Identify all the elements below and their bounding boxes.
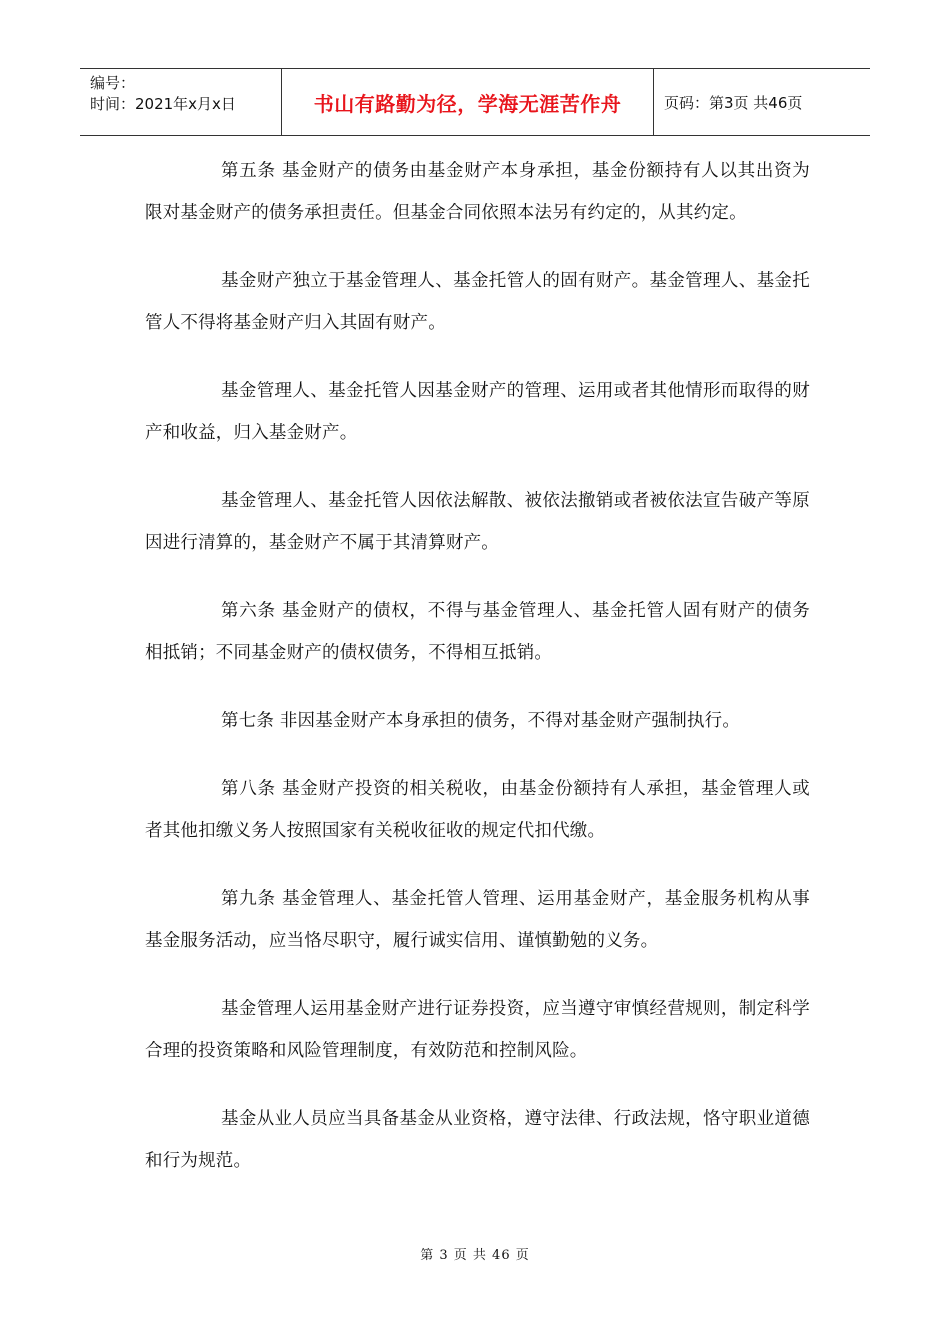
page-header bbox=[80, 68, 870, 136]
header-motto: 书山有路勤为径，学海无涯苦作舟 bbox=[313, 92, 622, 116]
page-footer: 第 3 页 共 46 页 bbox=[420, 1248, 530, 1263]
header-page-cell bbox=[654, 69, 870, 136]
paragraph: 基金管理人运用基金财产进行证券投资，应当遵守审慎经营规则，制定科学合理的投资策略和风险管理制度，有效防范和控制风险。 bbox=[145, 999, 810, 1061]
paragraph: 基金管理人、基金托管人因依法解散、被依法撤销或者被依法宣告破产等原因进行清算的，基金财产不属于其清算财产。 bbox=[145, 491, 810, 553]
paragraph: 第八条 基金财产投资的相关税收，由基金份额持有人承担，基金管理人或者其他扣缴义务人按照国家有关税收征收的规定代扣代缴。 bbox=[145, 779, 810, 841]
header-page-info: 页码：第3页 共46页 bbox=[664, 94, 803, 112]
paragraph: 第六条 基金财产的债权，不得与基金管理人、基金托管人固有财产的债务相抵销；不同基金财产的债权债务，不得相互抵销。 bbox=[145, 601, 810, 663]
paragraph: 第七条 非因基金财产本身承担的债务，不得对基金财产强制执行。 bbox=[221, 711, 741, 731]
paragraph: 基金财产独立于基金管理人、基金托管人的固有财产。基金管理人、基金托管人不得将基金财产归入其固有财产。 bbox=[145, 271, 810, 333]
paragraph: 第九条 基金管理人、基金托管人管理、运用基金财产，基金服务机构从事基金服务活动，应当恪尽职守，履行诚实信用、谨慎勤勉的义务。 bbox=[145, 889, 810, 951]
paragraph: 基金从业人员应当具备基金从业资格，遵守法律、行政法规，恪守职业道德和行为规范。 bbox=[145, 1109, 810, 1171]
paragraph: 第五条 基金财产的债务由基金财产本身承担，基金份额持有人以其出资为限对基金财产的债务承担责任。但基金合同依照本法另有约定的，从其约定。 bbox=[145, 161, 810, 223]
header-meta-cell bbox=[80, 69, 282, 136]
document-body bbox=[145, 150, 810, 1208]
document-number-label: 编号： bbox=[90, 74, 136, 92]
document-time-label: 时间：2021年x月x日 bbox=[90, 95, 236, 113]
paragraph: 基金管理人、基金托管人因基金财产的管理、运用或者其他情形而取得的财产和收益，归入基金财产。 bbox=[145, 381, 810, 443]
header-motto-cell bbox=[282, 69, 654, 136]
